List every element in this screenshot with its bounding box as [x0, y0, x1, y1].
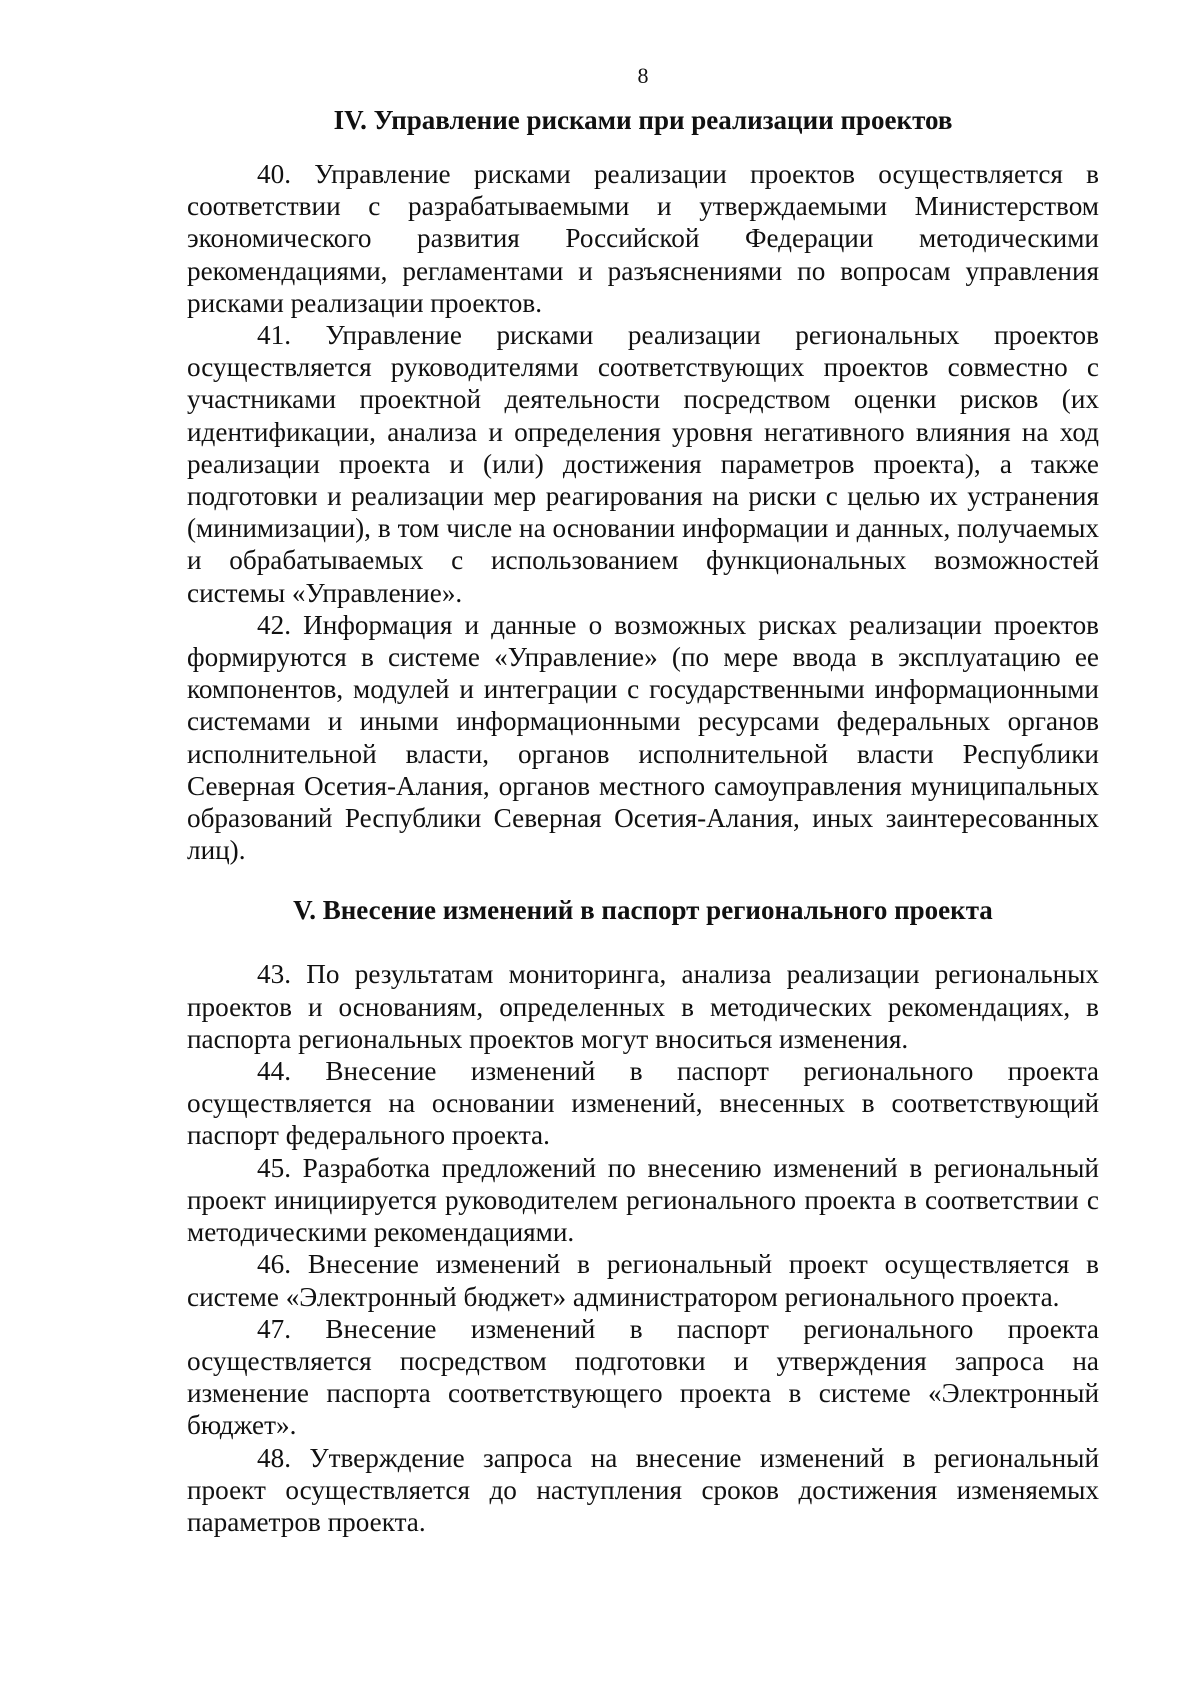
paragraph-47: 47. Внесение изменений в паспорт регионального проекта осуществляется посредством подготовки и утверждения запроса на изменение паспорта соответствующего проекта в системе «Электронный бюджет». — [187, 1313, 1099, 1441]
paragraph-46: 46. Внесение изменений в региональный проект осуществляется в системе «Электронный бюджет» администратором регионального проекта. — [187, 1249, 1099, 1312]
section-heading-risk-management: IV. Управление рисками при реализации проектов — [333, 105, 953, 135]
page-number: 8 — [637, 63, 649, 88]
paragraph-48: 48. Утверждение запроса на внесение изменений в региональный проект осуществляется до наступления сроков достижения изменяемых параметров проекта. — [187, 1442, 1099, 1537]
paragraph-43: 43. По результатам мониторинга, анализа реализации региональных проектов и основаниям, определенных в методических рекомендациях, в паспорта региональных проектов могут вноситься изменения. — [187, 959, 1099, 1054]
paragraph-44: 44. Внесение изменений в паспорт регионального проекта осуществляется на основании изменений, внесенных в соответствующий паспорт федерального проекта. — [187, 1056, 1099, 1151]
paragraph-40: 40. Управление рисками реализации проектов осуществляется в соответствии с разрабатываемыми и утверждаемыми Министерством экономического развития Российской Федерации методическими рекомендациями, регламентами и разъяснениями по вопросам управления рисками реализации проектов. — [187, 159, 1099, 318]
paragraph-41: 41. Управление рисками реализации региональных проектов осуществляется руководителями соответствующих проектов совместно с участниками проектной деятельности посредством оценки рисков (их идентификации, анализа и определения уровня негативного влияния на ход реализации проекта и (или) достижения параметров проекта), а также подготовки и реализации мер реагирования на риски с целью их устранения (минимизации), в том числе на основании информации и данных, получаемых и обрабатываемых с использованием функциональных возможностей системы «Управление». — [187, 320, 1099, 608]
paragraph-45: 45. Разработка предложений по внесению изменений в региональный проект инициируется руководителем регионального проекта в соответствии с методическими рекомендациями. — [187, 1152, 1099, 1248]
section-heading-passport-changes: V. Внесение изменений в паспорт регионального проекта — [293, 895, 993, 926]
paragraph-42: 42. Информация и данные о возможных рисках реализации проектов формируются в системе «Управление» (по мере ввода в эксплуатацию ее компонентов, модулей и интеграции с государственными информационными системами и иными информационными ресурсами федеральных органов исполнительной власти, органов исполнительной власти Республики Северная Осетия-Алания, органов местного самоуправления муниципальных образований Республики Северная Осетия-Алания, иных заинтересованных лиц). — [187, 609, 1099, 866]
document-page — [187, 62, 1099, 1538]
section-body-risk-management — [187, 158, 1099, 866]
section-body-passport-changes — [187, 958, 1099, 1538]
